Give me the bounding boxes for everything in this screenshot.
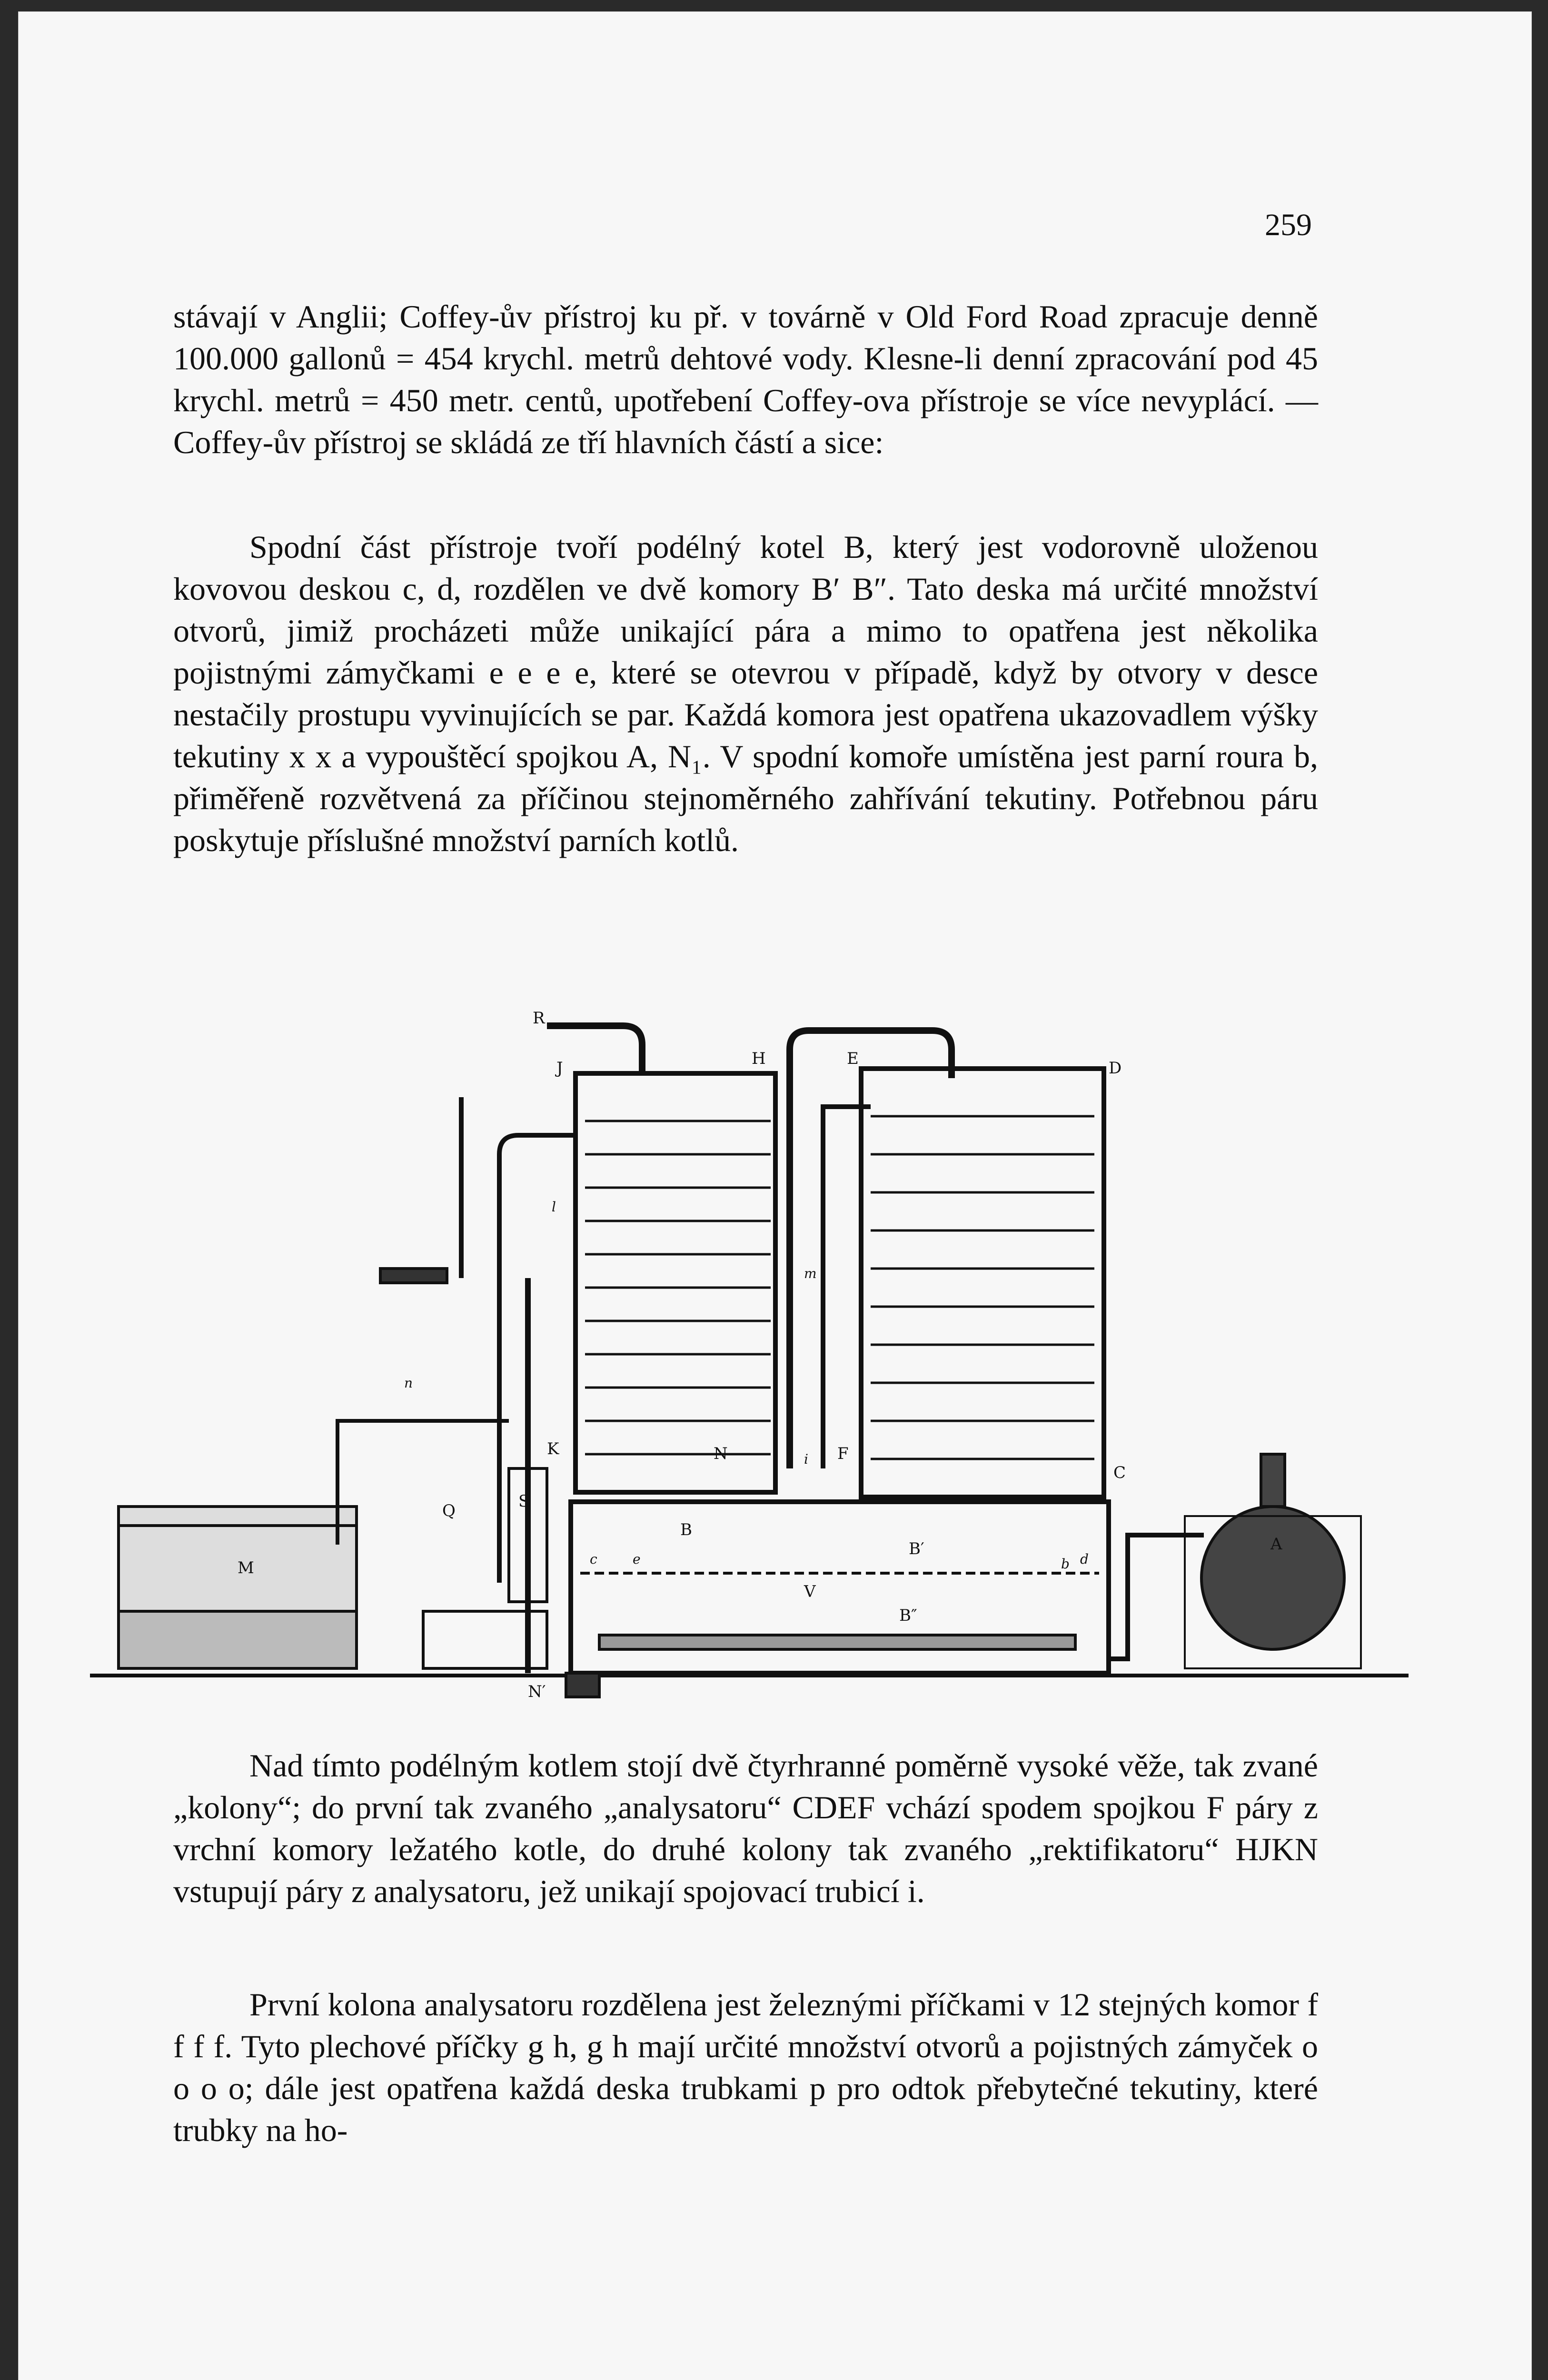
label-C: C [1113, 1463, 1126, 1482]
label-J: J [556, 1059, 563, 1078]
paragraph-3-text: Nad tímto podélným kotlem stojí dvě čtyrhranné poměrně vysoké věže, tak zvané „kolony“; do první tak zvaného „analysatoru“ CDEF vchází spodem spojkou F páry z vrchní komory ležatého kotle, do druhé kolony tak zvaného „rektifikatoru“ HJKN vstupují páry z analysatoru, jež unikají spojovací trubicí i. [173, 1747, 1318, 1909]
label-b: b [1061, 1556, 1070, 1572]
paragraph-2 [173, 526, 1318, 861]
label-B-double-prime: B″ [899, 1606, 917, 1625]
label-H: H [752, 1049, 766, 1068]
label-E: E [847, 1049, 859, 1068]
paragraph-4 [173, 1983, 1318, 2151]
label-c: c [590, 1551, 597, 1567]
paragraph-1 [173, 296, 1318, 463]
label-S: S [518, 1492, 530, 1511]
label-V: V [804, 1582, 816, 1601]
label-M: M [238, 1558, 254, 1577]
label-l: l [552, 1199, 556, 1215]
label-Q: Q [442, 1501, 456, 1520]
label-K: K [547, 1439, 559, 1458]
paragraph-3 [173, 1745, 1318, 1912]
label-i: i [804, 1451, 808, 1467]
label-d: d [1080, 1551, 1089, 1567]
label-D: D [1109, 1059, 1122, 1078]
apparatus-drawing [90, 1012, 1409, 1716]
label-n: n [404, 1375, 413, 1391]
label-N: N [714, 1444, 728, 1463]
label-m: m [804, 1266, 817, 1281]
label-A: A [1270, 1535, 1282, 1554]
label-e: e [633, 1551, 641, 1567]
label-B: B [680, 1520, 692, 1539]
label-R: R [533, 1012, 545, 1028]
paragraph-4-text: První kolona analysatoru rozdělena jest železnými příčkami v 12 stejných komor f f f f. Tyto plechové příčky g h, g h mají určité množství otvorů a pojistných zámyček o o o o; dále jest opatřena každá deska trubkami p pro odtok přebytečné tekutiny, které trubky na ho- [173, 1986, 1318, 2148]
paragraph-1-text: stávají v Anglii; Coffey-ův přístroj ku př. v továrně v Old Ford Road zpracuje denně 100.000 gallonů = 454 krychl. metrů dehtové vody. Klesne-li denní zpracování pod 45 krychl. metrů = 450 metr. centů, upotřebení Coffey-ova přístroje se více nevyplácí. — Coffey-ův přístroj se skládá ze tří hlavních částí a sice: [173, 298, 1318, 460]
label-F: F [837, 1444, 849, 1463]
page [18, 11, 1532, 2380]
coffey-apparatus-figure [90, 1012, 1409, 1716]
page-number: 259 [1265, 208, 1312, 242]
label-N-prime: N′ [528, 1682, 546, 1701]
label-B-prime: B′ [909, 1539, 924, 1558]
paragraph-2-text: Spodní část přístroje tvoří podélný kotel B, který jest vodorovně uloženou kovovou deskou c, d, rozdělen ve dvě komory B′ B″. Tato deska má určité množství otvorů, jimiž procházeti může unikající pára a mimo to opatřena jest několika pojistnými zámyčkami e e e e, které se otevrou v případě, když by otvory v desce nestačily prostupu vyvinujících se par. Každá komora jest opatřena ukazovadlem výšky tekutiny x x a vypouštěcí spojkou A, N₁. V spodní komoře umístěna jest parní roura b, přiměřeně rozvětvená za příčinou stejnoměrného zahřívání tekutiny. Potřebnou páru poskytuje příslušné množství parních kotlů. [173, 529, 1318, 858]
